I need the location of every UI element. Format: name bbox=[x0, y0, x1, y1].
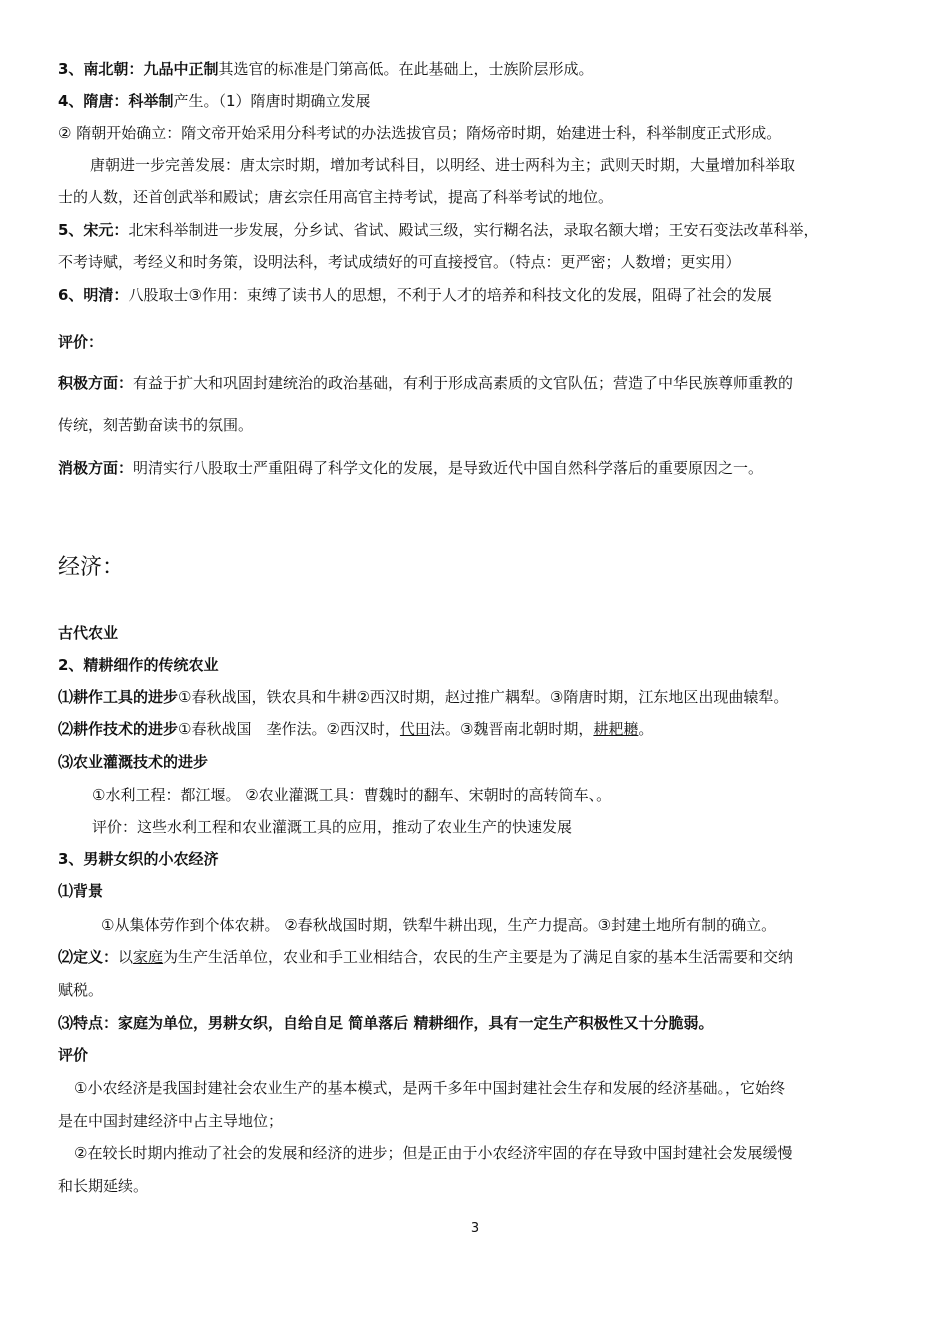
heading-intensive-farming: 2、精耕细作的传统农业 bbox=[58, 656, 219, 674]
heading-evaluation: 评价 bbox=[58, 1046, 89, 1064]
line-evaluation-2: ②在较长时期内推动了社会的发展和经济的进步；但是正由于小农经济牢固的存在导致中国封建社会发展缓慢 bbox=[74, 1144, 793, 1162]
line-evaluation-1-cont: 是在中国封建经济中占主导地位； bbox=[58, 1112, 284, 1130]
line-tools: ⑴耕作工具的进步①春秋战国，铁农具和牛耕②西汉时期，赵过推广耦犁。③隋唐时期，江东地区出现曲辕犁。 bbox=[58, 688, 789, 706]
evaluation-heading: 评价： bbox=[58, 333, 104, 351]
heading-background: ⑴背景 bbox=[58, 882, 104, 900]
line-negative: 消极方面：明清实行八股取士严重阻碍了科学文化的发展，是导致近代中国自然科学落后的重要原因之一。 bbox=[58, 459, 764, 477]
line-definition-cont: 赋税。 bbox=[58, 981, 104, 999]
line-mingqing: 6、明清：八股取士③作用：束缚了读书人的思想，不利于人才的培养和科技文化的发展，阻碍了社会的发展 bbox=[58, 286, 772, 304]
line-positive-cont: 传统，刻苦勤奋读书的氛围。 bbox=[58, 416, 254, 434]
line-definition: ⑵定义：以家庭为生产生活单位，农业和手工业相结合，农民的生产主要是为了满足自家的基本生活需要和交纳 bbox=[58, 948, 794, 966]
line-positive: 积极方面：有益于扩大和巩固封建统治的政治基础，有利于形成高素质的文官队伍；营造了中华民族尊师重教的 bbox=[58, 374, 794, 392]
line-songyuan: 5、宋元：北宋科举制进一步发展，分乡试、省试、殿试三级，实行糊名法，录取名额大增；王安石变法改革科举， bbox=[58, 221, 819, 239]
line-tang-develop: 唐朝进一步完善发展：唐太宗时期，增加考试科目，以明经、进士两科为主；武则天时期，大量增加科举取 bbox=[90, 156, 796, 174]
heading-small-peasant-economy: 3、男耕女织的小农经济 bbox=[58, 850, 219, 868]
page-number: 3 bbox=[470, 1221, 480, 1236]
line-techniques: ⑵耕作技术的进步①春秋战国 垄作法。②西汉时，代田法。③魏晋南北朝时期，耕耙耱。 bbox=[58, 720, 654, 738]
section-title-economy: 经济： bbox=[58, 555, 125, 580]
heading-irrigation: ⑶农业灌溉技术的进步 bbox=[58, 753, 209, 771]
line-evaluation-2-cont: 和长期延续。 bbox=[58, 1177, 149, 1195]
line-evaluation-1: ①小农经济是我国封建社会农业生产的基本模式，是两千多年中国封建社会生存和发展的经济基础。，它始终 bbox=[74, 1079, 785, 1097]
line-sui-establish: ② 隋朝开始确立：隋文帝开始采用分科考试的办法选拔官员；隋炀帝时期，始建进士科，科举制度正式形成。 bbox=[58, 124, 782, 142]
line-characteristics: ⑶特点：家庭为单位，男耕女织，自给自足 简单落后 精耕细作，具有一定生产积极性又十分脆弱。 bbox=[58, 1014, 714, 1032]
line-background: ①从集体劳作到个体农耕。 ②春秋战国时期，铁犁牛耕出现，生产力提高。③封建土地所有制的确立。 bbox=[101, 916, 777, 934]
line-irrigation-evaluation: 评价：这些水利工程和农业灌溉工具的应用，推动了农业生产的快速发展 bbox=[92, 818, 573, 836]
line-tang-develop-cont: 士的人数，还首创武举和殿试；唐玄宗任用高官主持考试，提高了科举考试的地位。 bbox=[58, 188, 614, 206]
line-nanbeichao: 3、南北朝：九品中正制其选官的标准是门第高低。在此基础上，士族阶层形成。 bbox=[58, 60, 594, 78]
line-songyuan-cont: 不考诗赋，考经义和时务策，设明法科，考试成绩好的可直接授官。（特点：更严密；人数增；更实用） bbox=[58, 253, 741, 271]
line-suitang: 4、隋唐：科举制产生。（1）隋唐时期确立发展 bbox=[58, 92, 371, 110]
subsection-ancient-agriculture: 古代农业 bbox=[58, 624, 119, 642]
line-irrigation-works: ①水利工程：都江堰。 ②农业灌溉工具：曹魏时的翻车、宋朝时的高转筒车、。 bbox=[92, 786, 612, 804]
